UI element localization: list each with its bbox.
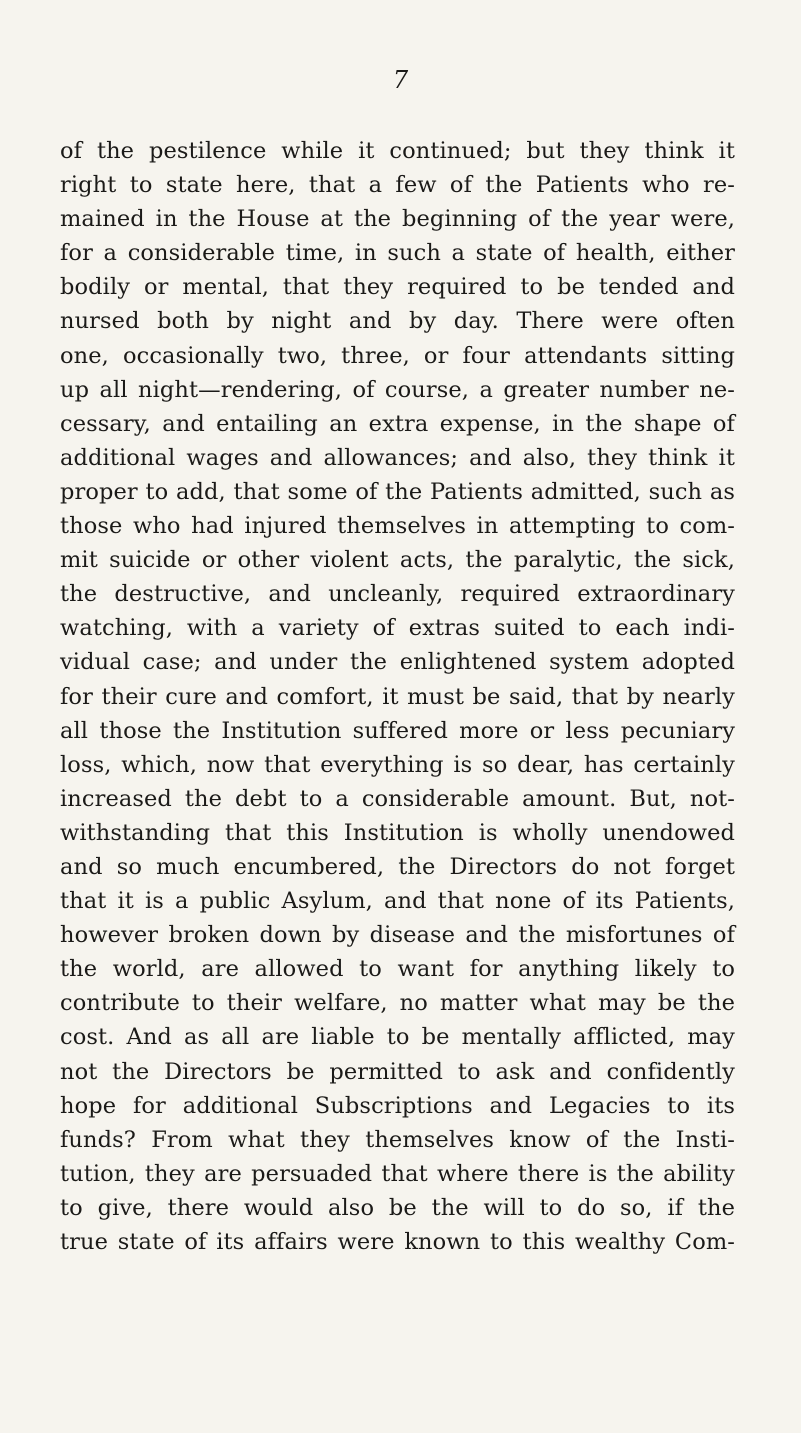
text-line: up all night—rendering, of course, a greater number ne- (60, 376, 735, 403)
text-line: those who had injured themselves in attempting to com- (60, 513, 735, 540)
text-line: cessary, and entailing an extra expense, in the shape of (60, 410, 735, 437)
text-line: right to state here, that a few of the Patients who re- (60, 172, 735, 199)
text-line: however broken down by disease and the misfortunes of (60, 922, 735, 949)
text-line: the destructive, and uncleanly, required extraordinary (60, 581, 735, 608)
text-line: funds? From what they themselves know of the Insti- (60, 1126, 735, 1153)
text-line: watching, with a variety of extras suited to each indi- (60, 615, 735, 642)
text-line: proper to add, that some of the Patients admitted, such as (60, 478, 735, 505)
text-line: to give, there would also be the will to do so, if the (60, 1194, 735, 1221)
text-line: for a considerable time, in such a state of health, either (60, 240, 735, 267)
text-line: and so much encumbered, the Directors do not forget (60, 853, 735, 880)
text-line: tution, they are persuaded that where there is the ability (60, 1160, 735, 1187)
text-line: mained in the House at the beginning of the year were, (60, 206, 735, 233)
text-line: of the pestilence while it continued; but they think it (60, 138, 735, 164)
text-line: additional wages and allowances; and also, they think it (60, 444, 735, 471)
text-line: vidual case; and under the enlightened system adopted (60, 649, 735, 676)
text-line: nursed both by night and by day. There were often (60, 308, 735, 335)
text-line: one, occasionally two, three, or four attendants sitting (60, 342, 735, 369)
text-line: bodily or mental, that they required to be tended and (60, 274, 735, 301)
text-line: withstanding that this Institution is wholly unendowed (60, 819, 735, 846)
text-line: contribute to their welfare, no matter what may be the (60, 990, 735, 1017)
text-line: all those the Institution suffered more or less pecuniary (60, 717, 735, 744)
text-line: mit suicide or other violent acts, the paralytic, the sick, (60, 547, 735, 574)
text-line: cost. And as all are liable to be mentally afflicted, may (60, 1024, 735, 1051)
text-line: not the Directors be permitted to ask and confidently (60, 1058, 735, 1085)
text-line: true state of its affairs were known to this wealthy Com- (60, 1229, 735, 1255)
page-number: 7 (392, 66, 409, 94)
text-line: for their cure and comfort, it must be said, that by nearly (60, 683, 735, 710)
text-line: hope for additional Subscriptions and Legacies to its (60, 1092, 735, 1119)
text-line: loss, which, now that everything is so dear, has certainly (60, 751, 735, 778)
text-line: the world, are allowed to want for anything likely to (60, 956, 735, 983)
text-line: that it is a public Asylum, and that none of its Patients, (60, 888, 735, 915)
text-line: increased the debt to a considerable amount. But, not- (60, 785, 735, 812)
body-text (60, 134, 735, 1259)
